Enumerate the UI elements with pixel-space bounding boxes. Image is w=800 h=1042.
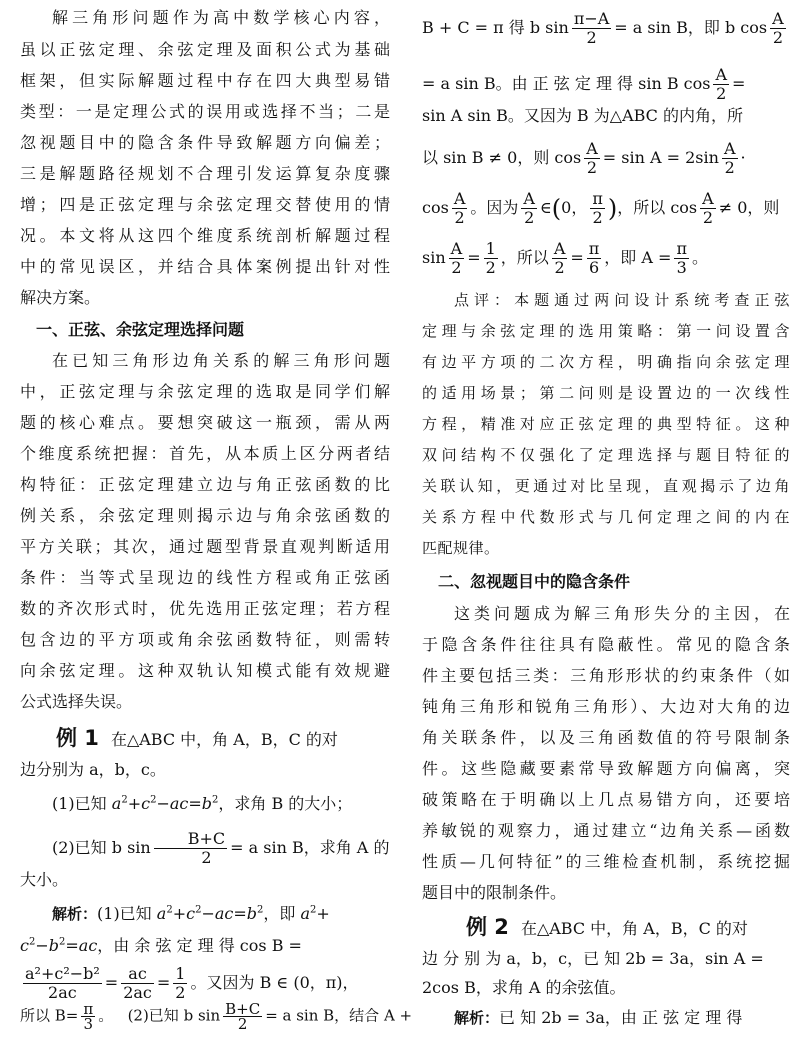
sec2-line: 破策略在于明确以上几点易错方向，还要培 bbox=[422, 790, 790, 809]
right-formula-line: B + C = π 得 b sin $\frac{\pi-A}{2}$ = a sin B，即 b cos $\frac{A}{2}$ bbox=[422, 9, 784, 47]
right-formula-line: 以 sin B ≠ 0，则 cos $\frac{A}{2}$ = sin A = 2sin $\frac{A}{2}$ · bbox=[422, 139, 746, 177]
section-2-heading: 二、忽视题目中的隐含条件 bbox=[438, 572, 631, 591]
sec2-line: 钝角三角形和锐角三角形）、大边对大角的边 bbox=[422, 697, 790, 716]
sec1-line: 构特征：正弦定理建立边与角正弦函数的比 bbox=[20, 475, 390, 494]
right-formula-line: = a sin B。由 正 弦 定 理 得 sin B cos $\frac{A}{2}$ = bbox=[422, 65, 746, 103]
sec1-line: 中，正弦定理与余弦定理的选取是同学们解 bbox=[20, 382, 390, 401]
section-1-heading: 一、正弦、余弦定理选择问题 bbox=[36, 320, 245, 339]
fraction: $\frac{A}{2}$ bbox=[453, 189, 466, 227]
fraction: $\frac{\pi}{3}$ bbox=[676, 239, 687, 277]
fraction: $\frac{1}{2}$ bbox=[175, 964, 186, 1002]
comment-line: 匹配规律。 bbox=[422, 539, 500, 557]
comment-line: 方程，精准对应正弦定理的典型特征。这种 bbox=[422, 415, 790, 433]
example-2-line: 2cos B，求角 A 的余弦值。 bbox=[422, 978, 626, 997]
intro-line: 虽以正弦定理、余弦定理及面积公式为基础 bbox=[20, 40, 390, 59]
solution-1-line: 解析：(1)已知 $a^2+c^2-ac=b^2$，即 $a^2+$ bbox=[52, 904, 330, 923]
example-2-label: 例 2 bbox=[466, 915, 509, 939]
right-formula-line: cos $\frac{A}{2}$ 。因为 $\frac{A}{2}$ ∈(0， $\frac{\pi}{2}$ )，所以 cos $\frac{A}{2}$ ≠ 0，则 bbox=[422, 189, 780, 227]
sec2-line: 性质—几何特征”的三维检查机制，系统挖掘 bbox=[422, 852, 790, 871]
sec1-line: 条件：当等式呈现边的线性方程或角正弦函 bbox=[20, 568, 390, 587]
example-2-line: 例 2 在△ABC 中，角 A，B，C 的对 bbox=[466, 915, 748, 939]
fraction: $\frac{A}{2}$ bbox=[586, 139, 598, 177]
sec2-line: 件。这些隐藏要素常导致解题方向偏离，突 bbox=[422, 759, 790, 778]
sec1-line: 例关系，余弦定理则揭示边与角余弦函数的 bbox=[20, 506, 390, 525]
solution-label: 解析： bbox=[52, 905, 98, 923]
fraction: $\frac{ac}{2ac}$ bbox=[123, 964, 152, 1002]
comment-line: 关联认知，更通过对比呈现，直观揭示了边角 bbox=[422, 477, 790, 495]
example-2-line: 边 分 别 为 a，b，c，已 知 2b = 3a，sin A = bbox=[422, 949, 764, 968]
sec2-line: 于隐含条件往往具有隐蔽性。常见的隐含条 bbox=[422, 635, 790, 654]
example-1-line: 边分别为 a，b，c。 bbox=[20, 760, 166, 779]
sec2-line: 题目中的限制条件。 bbox=[422, 883, 567, 902]
fraction: $\frac{B+C}{2}$ bbox=[154, 830, 227, 867]
intro-line: 框架，但实际解题过程中存在四大典型易错 bbox=[20, 71, 390, 90]
fraction: $\frac{A}{2}$ bbox=[723, 139, 736, 177]
solution-1-line: $c^2-b^2=ac$，由 余 弦 定 理 得 cos B = bbox=[20, 936, 302, 955]
intro-line: 忽视题目中的隐含条件导致解题方向偏差； bbox=[20, 133, 390, 152]
comment-line: 定理与余弦定理的选用策略：第一问设置含 bbox=[422, 322, 790, 340]
sec1-line: 向余弦定理。这种双轨认知模式能有效规避 bbox=[20, 661, 390, 680]
intro-line: 况。本文将从这四个维度系统剖析解题过程 bbox=[20, 226, 390, 245]
fraction: $\frac{A}{2}$ bbox=[772, 9, 784, 47]
comment-line: 关系方程中代数形式与几何定理之间的内在 bbox=[422, 508, 790, 526]
fraction: $\frac{A}{2}$ bbox=[523, 189, 535, 227]
question-2: (2)已知 b sin $\frac{B+C}{2}$ = a sin B，求角 A 的 bbox=[52, 829, 390, 867]
intro-line: 中的常见误区，并结合具体案例提出针对性 bbox=[20, 257, 390, 276]
fraction: $\frac{\text{a²+c²−b²}}{2ac}$ bbox=[25, 964, 100, 1002]
comment-line: 双问结构不仅强化了定理选择与题目特征的 bbox=[422, 446, 790, 464]
example-1-text: 在△ABC 中，角 A，B，C 的对 bbox=[110, 730, 338, 749]
fraction: $\frac{B+C}{2}$ bbox=[225, 1000, 261, 1033]
intro-line: 类型：一是定理公式的误用或选择不当；二是 bbox=[20, 102, 390, 121]
intro-line: 三是解题路径规划不合理引发运算复杂度骤 bbox=[20, 164, 390, 183]
fraction: $\frac{\pi-A}{2}$ bbox=[573, 9, 610, 47]
question-1: (1)已知 $a^2+c^2-ac=b^2$，求角 B 的大小； bbox=[52, 794, 353, 813]
solution-1-formula: $\frac{\text{a²+c²−b²}}{2ac}$ = $\frac{ac}{2ac}$ = $\frac{1}{2}$ 。又因为 B ∈ (0，π)， bbox=[25, 964, 359, 1002]
sec2-line: 件主要包括三类：三角形形状的约束条件（如 bbox=[422, 666, 790, 685]
intro-line: 增；四是正弦定理与余弦定理交替使用的情 bbox=[20, 195, 390, 214]
fraction: $\frac{\pi}{6}$ bbox=[588, 239, 600, 277]
intro-line: 解三角形问题作为高中数学核心内容， bbox=[52, 8, 390, 27]
sec2-line: 角关联条件，以及三角函数值的符号限制条 bbox=[422, 728, 790, 747]
comment-line: 有边平方项的二次方程，明确指向余弦定理 bbox=[422, 353, 790, 371]
fraction: $\frac{\pi}{3}$ bbox=[83, 1000, 94, 1033]
sec2-line: 养敏锐的观察力，通过建立“边角关系—函数 bbox=[422, 821, 790, 840]
solution-label: 解析： bbox=[454, 1009, 500, 1027]
intro-line: 解决方案。 bbox=[20, 288, 101, 307]
comment-line: 点评：本题通过两问设计系统考查正弦 bbox=[454, 291, 790, 309]
solution-2-line: 解析：已 知 2b = 3a，由 正 弦 定 理 得 bbox=[454, 1008, 743, 1027]
right-formula-line: sin $\frac{A}{2}$ = $\frac{1}{2}$ ，所以 $\frac{A}{2}$ = $\frac{\pi}{6}$ ，即 A = $\frac{\pi}{3}$ 。 bbox=[422, 239, 708, 277]
sec1-line: 公式选择失误。 bbox=[20, 692, 133, 711]
sec1-line: 平方关联；其次，通过题型背景直观判断适用 bbox=[20, 537, 390, 556]
solution-1-result-line: 所以 B= $\frac{\pi}{3}$ 。 (2)已知 b sin $\frac{B+C}{2}$ = a sin B，结合 A + bbox=[20, 1000, 413, 1033]
fraction: $\frac{A}{2}$ bbox=[715, 65, 728, 103]
fraction: $\frac{\pi}{2}$ bbox=[592, 189, 603, 227]
sec1-line: 题的核心难点。要想突破这一瓶颈，需从两 bbox=[20, 413, 390, 432]
example-1-line bbox=[20, 728, 390, 750]
right-line: sin A sin B。又因为 B 为△ABC 的内角，所 bbox=[422, 106, 744, 125]
sec2-line: 这类问题成为解三角形失分的主因，在 bbox=[454, 604, 790, 623]
question-2-tail: 大小。 bbox=[20, 870, 69, 889]
example-1-label: 例 1 bbox=[56, 726, 99, 750]
fraction: $\frac{A}{2}$ bbox=[702, 189, 714, 227]
fraction: $\frac{1}{2}$ bbox=[485, 239, 496, 277]
sec1-line: 在已知三角形边角关系的解三角形问题 bbox=[52, 351, 390, 370]
fraction: $\frac{A}{2}$ bbox=[553, 239, 566, 277]
sec1-line: 包含边的平方项或角余弦函数特征，则需转 bbox=[20, 630, 390, 649]
fraction: $\frac{A}{2}$ bbox=[450, 239, 463, 277]
comment-line: 的适用场景；第二问则是设置边的一次线性 bbox=[422, 384, 790, 402]
sec1-line: 数的齐次形式时，优先选用正弦定理；若方程 bbox=[20, 599, 390, 618]
sec1-line: 个维度系统把握：首先，从本质上区分两者结 bbox=[20, 444, 390, 463]
